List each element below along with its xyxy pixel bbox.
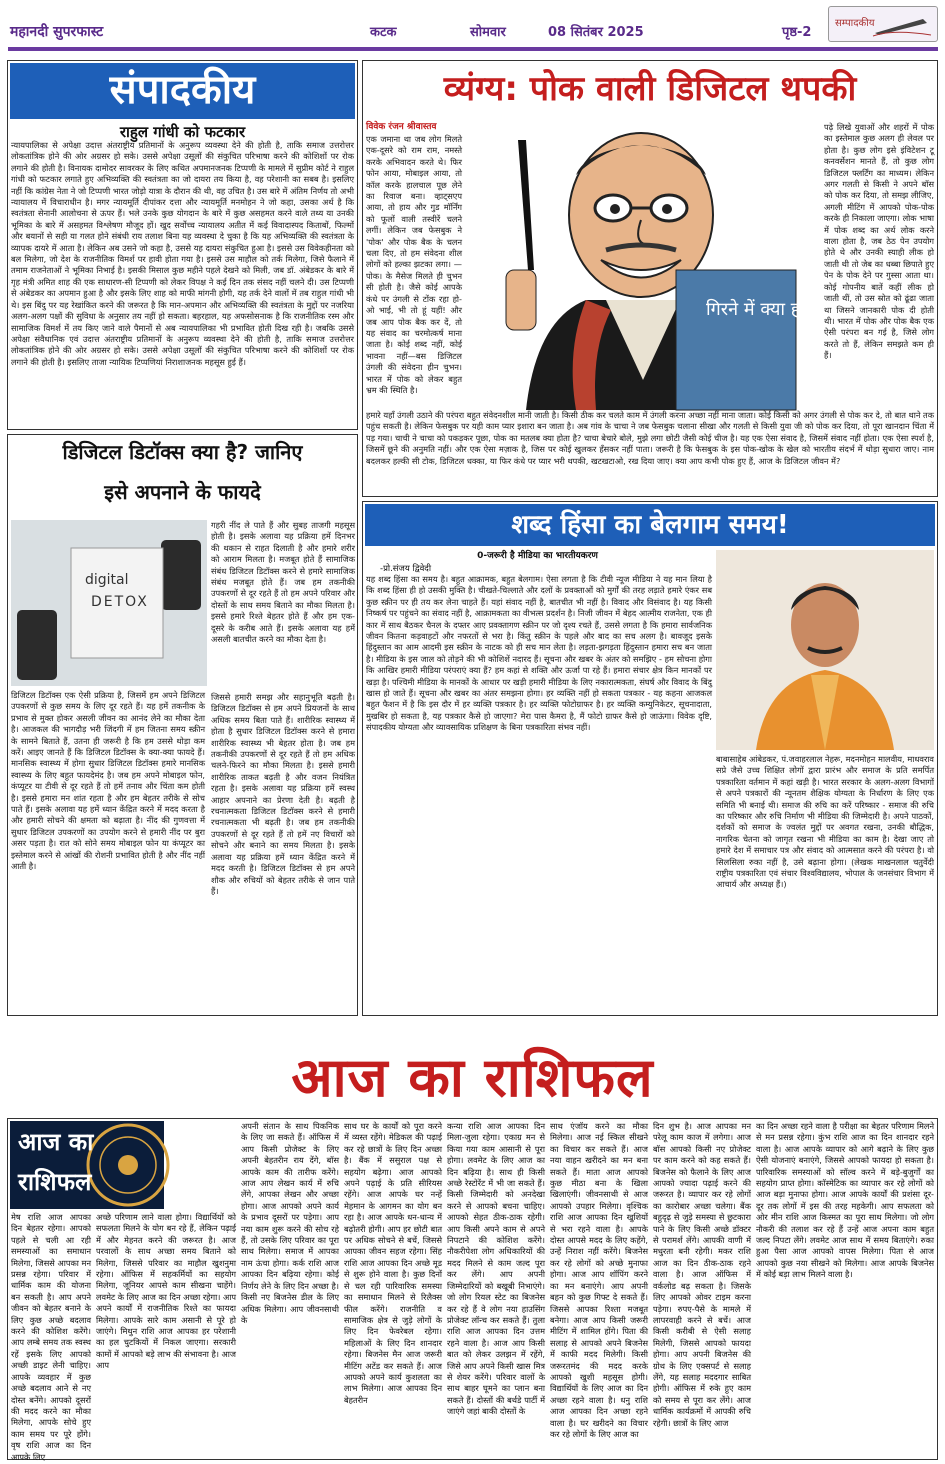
rashifal-col3: अपनी संतान के साथ पिकनिक के लिए जा सकते हैं। ऑफिस में आप किसी प्रोजेक्ट के लिए अपनी बेहतरीन राय देंगे, बॉस आपके काम की तारीफ करेंगे। आज आप लेखन कार्य में रुचि लेंगे, आपका लेखन और अच्छा होगा। आज आपको अपने कार्य के प्रभाव दूसरों पर पड़ेगा। आप नया काम शुरू करने की सोच रहे हैं, तो उसके लिए परिवार का पूरा साथ मिलेगा। समाज में आपका नाम ऊंचा होगा। कर्क राशि आज आपका दिन बढ़िया रहेगा। कोई निर्णय लेने के लिए दिन अच्छा है। किसी नए बिजनेस डील के लिए अधिक मिलेगा। आप जीवनसाथी के — [241, 1121, 339, 1325]
masthead-rule — [8, 47, 938, 51]
author-photo — [716, 550, 934, 750]
editorial-headline: राहुल गांधी को फटकार — [119, 123, 246, 141]
detox-photo-label-1: digital — [85, 572, 129, 588]
satire-headline: व्यंग्य: पोक वाली डिजिटल थपकी — [365, 63, 935, 115]
media-headline: शब्द हिंसा का बेलगाम समय! — [365, 504, 935, 546]
rashifal-image-text-2: राशिफल — [18, 1168, 92, 1196]
detox-photo-label-2: DETOX — [91, 594, 149, 610]
satire-tail: हमारे यहाँ उंगली उठाने की परंपरा बहुत संवेदनशील मानी जाती है। किसी ठीक कर चलते काम में उंगली करना अच्छा नहीं माना जाता। कोई किसी को अगर उंगली से पोक कर दे, तो बात थाने तक पहुंच सकती है। लेकिन फेसबुक पर यही काम प्यार इशारा बन जाता है। अब गांव के चाचा ने जब फेसबुक चलाना सीखा और गलती से किसी युवा जी को पोक कर दिया, तो पूरा खानदान चिंता में पड़ गया। चाची ने चाचा को पकड़कर पूछा, पोक का मतलब क्या होता है? चाचा बेचारे बोले, मुझे लगा छोटी जैसी कोई चीज है। यह एक ऐसा संवाद है, जिसमें संवाद नहीं होता। एक ऐसा स्पर्श है, जिसमें छूने की अनुमति नहीं। और एक ऐसा मज़ाक है, जिस पर कोई खुलकर हँसकर नहीं पाता। जरूरी है कि फेसबुक के इस पोक-खोक के खेल को भारतीय संदर्भ में थोड़ा सुधारा जाए। नाम बदलकर हल्की सी टोक, डिजिटल धक्का, या फिर कंधे पर प्यार भरी थपकी, खटखटाओ, रख दिया जाए। क्या आप कभी पोक हुए हैं, आज के डिजिटल जीवन में? — [366, 410, 934, 466]
rashifal-col5: कन्या राशि आज आपका दिन मिला-जुला रहेगा। एकाग्र मन से किया गया काम आसानी से पूरा होगा। लवमेट के लिए आज का दिन बढ़िया है। साथ ही किसी अच्छे रेस्टोरेंट में भी जा सकते हैं। किसी जिम्मेदारी को अनदेखा करने से आपको बचना चाहिए। आपको सेहत ठीक-ठाक रहेगी। आप किसी अपने काम से अपने निपटाने की कोशिश करेंगे। नौकरीपेशा लोग अधिकारियों की मदद मिलने से काम जल्द पूरा कर लेंगे। आप अपनी जिम्मेदारियों को बखूबी निभाएंगे। जो लोग रियल स्टेट का बिजनेस कर रहे हैं वे लोग नया हाउसिंग प्रोजेक्ट लॉन्च कर सकते हैं। तुला राशि आज आपका दिन उत्तम रहने वाला है। आज आप किसी बात को लेकर उलझन में रहेंगे, जिसे आप अपने किसी खास मित्र से शेयर करेंगे। परिवार वालों के साथ बाहर घूमने का प्लान बना सकते हैं। दोस्तों की बर्थडे पार्टी में जाएंगे जहां बाकी दोस्तों के — [447, 1121, 545, 1417]
detox-headline-line2: इसे अपनाने के फायदे — [104, 480, 261, 504]
media-col-right: बाबासाहेब आंबेडकर, पं.जवाहरलाल नेहरू, मदनमोहन मालवीय, माधवराव सप्रे जैसे उच्च शिक्षित लोगों द्वारा प्रारंभ और समाज के प्रति समर्पित पत्रकारिता वर्तमान में कहां खड़ी है। भारत सरकार के अलग-अलग विभागों से अपने पत्रकारों की न्यूनतम शैक्षिक योग्यता के निर्धारण के लिए एक समिति भी बनाई थी। समाज की रुचि का करें परिष्कार - समाज की रुचि का परिष्कार और रुचि निर्माण भी मीडिया की जिम्मेदारी है। अपने पाठकों, दर्शकों को समाज के ज्वलंत मुद्दों पर अवगत रखना, उनकी बौद्धिक, नागरिक चेतना को जागृत रखना भी मीडिया का काम है। देखा जाए तो हमारे देश में समाचार पत्र और संवाद को आत्मसात करने की परंपरा है। वो सिलसिला रुका नहीं है, उसे बढ़ाना होगा। (लेखक माखनलाल चतुर्वेदी राष्ट्रीय पत्रकारिता एवं संचार विश्वविद्यालय, भोपाल के जनसंचार विभाग में आचार्य और अध्यक्ष हैं।) — [716, 754, 934, 890]
media-subtitle: 0-जरूरी है मीडिया का भारतीयकरण — [477, 551, 598, 561]
page-number: पृष्ठ-2 — [782, 25, 812, 40]
rashifal-col1: मेष राशि आज आपका दिन बेहतर रहेगा। आपको पहले से चली आ रही समस्याओं का समाधान मिलेगा, जिससे आपका मन प्रसन्न रहेगा। परिवार में धार्मिक काम की योजना बन सकती है। आप अपने जीवन को बेहतर बनाने के लिए कुछ अच्छे बदलाव करने की कोशिश करेंगे। आप लम्बे समय तक स्वस्थ रहें इसके लिए आपको अच्छी डाइट लेनी चाहिए। आपके व्यवहार में कुछ अच्छे बदलाव आने से नए दोस्त बनेंगे। आपको दूसरों की मदद करने का मौका मिलेगा, आपके सोचे हुए काम समय पर पूरे होंगे। वृष राशि आज का दिन आपके लिए — [11, 1212, 91, 1462]
caricature-illustration — [466, 120, 830, 410]
date: 08 सितंबर 2025 — [548, 25, 644, 40]
brand-label: सम्पादकीय — [835, 18, 875, 29]
editorial-section-title: संपादकीय — [10, 63, 355, 119]
rashifal-col8: का दिन अच्छा रहने वाला है परीक्षा का बेहतर परिणाम मिलने से मन प्रसन्न रहेगा। कुंभ राशि आज का दिन शानदार रहने वाला है। आज आपके व्यापार को आगे बढ़ाने के लिए कुछ ऐसी योजनाएं बनाएंगे, जिससे आपको फायदा हो सकता है। पारिवारिक समस्याओं को सॉल्व करने में बड़े-बुजुर्गों का सहयोग प्राप्त होगा। कॉस्मेटिक का व्यापार कर रहे लोगों को आज बड़ा मुनाफा होगा। आज आपके कार्यों की प्रशंसा दूर-दूर तक लोगों में इस की तरह महकेगी। आप सफलता को ओर मीन राशि आज किस्मत का पूरा साथ मिलेगा। जो लोग नौकरी की तलाश कर रहे हैं उन्हें आज अपना काम बहुत जल्द निपटा लेंगे। लवमेट आज साथ में समय बिताएंगे। रुका हुआ पैसा आज आपको वापस मिलेगा। पिता से आज आपको कुछ नया सीखने को मिलेगा। आज आपके बिजनेस में कोई बड़ा लाभ मिलने वाला है। — [756, 1121, 934, 1280]
detox-col-left: डिजिटल डिटॉक्स एक ऐसी प्रक्रिया है, जिसमें हम अपने डिजिटल उपकरणों से कुछ समय के लिए दूर रहते हैं। यह हमें तकनीक के प्रभाव से मुक्त होकर असली जीवन का आनंद लेने का मौका देता है। आजकल की भागदौड़ भरी जिंदगी में हम जितना समय स्क्रीन के सामने बिताते हैं, उतना ही जरूरी है कि हम उससे थोड़ा कम करें। आइए जानते हैं कि डिजिटल डिटॉक्स के क्या-क्या फायदे हैं। मानसिक स्वास्थ्य में होगा सुधार डिजिटल डिटॉक्स हमारे मानसिक स्वास्थ्य के लिए बहुत फायदेमंद है। जब हम अपने मोबाइल फोन, कंप्यूटर या टीवी से दूर रहते हैं तो हमें तनाव और चिंता कम होती है। इससे हमारा मन शांत रहता है और हम बेहतर तरीके से सोच पाते हैं। इसके अलावा यह हमें ध्यान केंद्रित करने में मदद करता है और हमारी सोचने की क्षमता को बढ़ाता है। नींद की गुणवत्ता में सुधार डिजिटल उपकरणों का उपयोग करने से हमारी नींद पर बुरा असर पड़ता है। रात को सोने समय मोबाइल फोन या कंप्यूटर का इस्तेमाल करने से आंखों की रोशनी प्रभावित होती है और नींद नहीं आती है। — [11, 690, 205, 872]
media-author: -प्रो.संजय द्विवेदी — [380, 564, 432, 574]
detox-headline-line1: डिजिटल डिटॉक्स क्या है? जानिए — [62, 440, 303, 464]
satire-col1: एक जमाना था जब लोग मिलते एक-दूसरे को राम राम, नमस्ते करके अभिवादन करते थे। फिर फोन आया, मोबाइल आया, तो कॉल करके हालचाल पूछ लेने का रिवाज बना। व्हाट्सएप आया, तो हाय और गुड मॉर्निंग को फूलों वाली तस्वीरें चलने लगीं। लेकिन जब फेसबुक ने 'पोक' और पोक बैक के चलन चला दिए, तो हम संवेदना शील लोगों को हल्का झटका लगा। —पोक। के मैसेज मिलते ही चुभन सी होती है। जैसे कोई आपके कंधे पर उंगली से टोंक रहा हो- ओ भाई, भी तो हूं यहीं! और जब आप पोक बैक कर दें, तो यह संवाद का चरमोत्कर्ष माना जाता है। कोई शब्द नहीं, कोई भावना नहीं—बस डिजिटल उंगली की संवेदना हीन चुभन। भारत में पोक को लेकर बहुत भ्रम की स्थिति है। — [366, 134, 462, 395]
book-cover-text: गिरने में क्या हर्ज़ है — [706, 299, 830, 320]
rashifal-image — [10, 1121, 164, 1209]
rashifal-col4: साथ घर के कार्यों को पूरा करने में व्यस्त रहेंगे। मेडिकल की पढ़ाई कर रहे छात्रों के लिए दिन अच्छा है। बैंक में ससुराल पक्ष से सहयोग बढ़ेगा। आज आपको अपने पढ़ाई के प्रति सीरियस रहेंगे। आज आपके घर नन्हें मेहमान के आगमन का योग बन रहा है। आज आपके धन-धान्य में बढ़ोतरी होगी। आप हर छोटी बात पर अधिक सोचने से बचें, जिससे आपका जीवन सहज रहेगा। सिंह राशि आज आपका दिन अच्छे मूड से शुरू होने वाला है। कुछ दिनों से चल रही पारिवारिक समस्या का समाधान मिलने से रिलैक्स फील करेंगे। राजनीति व सामाजिक क्षेत्र से जुड़े लोगों के लिए दिन फेवरेबल रहेगा। महिलाओं के लिए दिन शानदार रहेगा। बिजनेस मैन आज जरूरी मीटिंग अटेंड कर सकते हैं। आज आपको अपने कार्य कुशलता का लाभ मिलेगा। आज आपका दिन बेहतरीन — [344, 1121, 442, 1405]
detox-col-right-top: गहरी नींद ले पाते हैं और सुबह ताजगी महसूस होती है। इसके अलावा यह प्रक्रिया हमें दिनभर की थकान से राहत दिलाती है और हमारे शरीर को आराम मिलता है। मजबूत होते हैं सामाजिक संबंध डिजिटल डिटॉक्स करने से हमारे सामाजिक संबंध मजबूत होते हैं। जब हम तकनीकी उपकरणों से दूर रहते हैं तो हम अपने परिवार और दोस्तों के साथ समय बिताने का मौका मिलता है। इससे हमारे रिश्ते बेहतर होते हैं और हम एक-दूसरे के करीब आते हैं। इसके अलावा यह हमें असली बातचीत करने का मौका देता है। — [211, 520, 355, 645]
masthead — [0, 0, 945, 58]
detox-col-right-bottom: जिससे हमारी समझ और सहानुभूति बढ़ती है। डिजिटल डिटॉक्स से हम अपने प्रियजनों के साथ अधिक समय बिता पाते हैं। शारीरिक स्वास्थ्य में होता है सुधार डिजिटल डिटॉक्स करने से हमारा शारीरिक स्वास्थ्य भी बेहतर होता है। जब हम तकनीकी उपकरणों से दूर रहते हैं तो हम अधिक चलने-फिरने का मौका मिलता है। इससे हमारी शारीरिक ताकत बढ़ती है और वजन नियंत्रित रहता है। इसके अलावा यह प्रक्रिया हमें स्वस्थ आहार अपनाने का प्रेरणा देती है। बढ़ती है रचनात्मकता डिजिटल डिटॉक्स करने से हमारी रचनात्मकता भी बढ़ती है। जब हम तकनीकी उपकरणों से दूर रहते हैं तो हमें नए विचारों को सोचने और बनाने का समय मिलता है। इसके अलावा यह प्रक्रिया हमें ध्यान केंद्रित करने में मदद करती है। डिजिटल डिटॉक्स से हम अपने शौक और रुचियों को बेहतर तरीके से जान पाते हैं। — [211, 692, 355, 896]
rashifal-title: आज का राशिफल — [291, 1046, 654, 1109]
editorial-body: न्यायपालिका से अपेक्षा उदात्त अंतराष्ट्रीय प्रतिमानों के अनुरूप व्यवस्था देने की होती है, ताकि समाज उत्तरोत्तर लोकतांत्रिक होने की ओर अग्रसर हो सके। उससे अपेक्षा उसूलों की संकुचित परिभाषा करने की कोशिशों पर रोक लगाने की होती है। विनायक दामोदर सावरकर के लिए कथित अपमानजनक टिप्पणी के मामले में सुप्रीम कोर्ट ने राहुल गांधी को फटकार लगाते हुए अभिव्यक्ति की स्वतंत्रता का जो दायरा तय किया है, वह परेशानी का सबब है। इसलिए नहीं कि कांग्रेस नेता ने जो टिप्पणी भारत जोड़ो यात्रा के दौरान की थी, वह उचित है। उस बारे में अंतिम निर्णय तो अभी न्यायालय में विचाराधीन है। मगर न्यायमूर्ति दीपांकर दत्ता और न्यायमूर्ति मनमोहन ने जो कहा, उसका अर्थ है कि स्वतंत्रता सेनानी आलोचना से ऊपर हैं। भले उनके कुछ योगदान के बारे में कुछ असहमत करने वाले तथ्य या उनकी भूमिका के बारे में असहमत विश्लेषण मौजूद हों। खुद सर्वोच्च न्यायालय अतीत में कई विवादास्पद किताबों, फिल्मों और बयानों से सही या गलत होने संबंधी राय तलाश बिना यह व्यवस्था दे चुका है कि यह अभिव्यक्ति की स्वतंत्रता के व्यापक दायरे में आता है। लेकिन अब उसने जो कहा है, उससे यह दायरा संकुचित हुआ है। इससे उस विवेकहीनता को बल मिलेगा, जो देश के राजनीतिक विमर्श पर हावी होता गया है। इससे उस माहौल को तर्क मिलेगा, जिसे फैलाने में तमाम राजनेताओं ने भूमिका निभाई है। इसकी मिसाल कुछ महीने पहले देखने को मिली, जब डॉ. अंबेडकर के बारे में गृह मंत्री अमित शाह की एक साधारण-सी टिप्पणी को लेकर विपक्ष ने कई दिन तक संसद नहीं चलने दी। उस टिप्पणी से अंबेडकर का अपमान हुआ है और इसके लिए शाह को माफी मांगनी होगी, यह तर्क देने वालों में तब राहुल गांधी भी थे। इस बिंदु पर यह रेखांकित करने की जरूरत है कि मान-अपमान और अभिव्यक्ति की स्वतंत्रता के मुद्दों पर नजरिया अलग-अलग पक्षों की सुविधा के अनुसार तय नहीं हो सकता। बहरहाल, यह अफसोसनाक है कि राजनीतिक रस्म और सामाजिक विमर्श में तय किए जाने वाले पैमानों से अब न्यायपालिका भी प्रभावित होती दिख रही है। जबकि उससे अपेक्षा संवैधानिक एवं उदात्त अंतराष्ट्रीय प्रतिमानों के अनुरूप व्यवस्था देने की होती है, ताकि समाज उत्तरोत्तर लोकतांत्रिक होने की ओर अग्रसर हो सके। उससे अपेक्षा उसूलों की संकुचित परिभाषा करने की कोशिशों पर रोक लगाने की होती है। इसलिए ताजा न्यायिक टिप्पणियां निराशाजनक महसूस हुई हैं। — [11, 140, 354, 367]
city: कटक — [370, 25, 397, 40]
rashifal-header — [7, 1030, 938, 1115]
satire-author: विवेक रंजन श्रीवास्तव — [366, 122, 437, 132]
satire-col2: पढ़े लिखे युवाओं और शहरों में पोक का इस्तेमाल कुछ अलग ही लेवल पर होता है। कुछ लोग इसे इंविटेशन टू कनवर्सेशन मानते हैं, तो कुछ लोग डिजिटल फ्लर्टिंग का माध्यम। लेकिन अगर गलती से किसी ने अपने बॉस को पोक कर दिया, तो समझ लीजिए, अगली मीटिंग में आपको पोक-पोक करके ही निकाला जाएगा। लोक भाषा में पोक शब्द का अर्थ लोक करने वाला होता है, जब ठेठ पेन उपयोग होते थे और उनकी स्याही लीक हो जाती थी तो जेब का धब्बा छिपाते हुए पेन के पोक देने पर गुस्सा आता था। कोई गोपनीय बातें कहीं लीक हो जाती थीं, तो उस स्रोत को ढूंढा जाता था जिसने जानकारी पोक दी होती थी। भारत में पोक और पोक बैक एक ऐसी परंपरा बन गई है, जिसे लोग करते तो हैं, लेकिन समझते कम ही हैं। — [824, 122, 934, 361]
paper-name: महानदी सुपरफास्ट — [10, 24, 104, 40]
rashifal-col7: दिन शुभ है। आज आपका मन परेलू काम काज में लगेगा। आज बॉस आपको किसी नए प्रोजेक्ट पर काम करने को कह सकते हैं। बिजनेस को फैलाने के लिए आज आपको ज्यादा पढ़ाई करने की जरूरत है। व्यापार कर रहे लोगों का कारोबार अच्छा चलेगा। बैंक बहुदृढ़ से जुड़े समस्या से छुटकारा पाने के लिए किसी अच्छे डॉक्टर से परामर्श लेंगे। आपकी वाणी में मधुरता बनी रहेगी। मकर राशि आज का दिन ठीक-ठाक रहने वाला है। आज ऑफिस में वर्कलोड बढ़ सकता है। जिसके लिए आपको ओवर टाइम करना पड़ेगा। रुपए-पैसे के मामले में लापरवाही करने से बचें। आज किसी करीबी से ऐसी सलाह मिलेगी, जिससे आपको फायदा होगा। आप अपनी बिजनेस की ग्रोथ के लिए एक्सपर्ट से सलाह लेंगे, यह सलाह मददगार साबित होगी। ऑफिस में रुके हुए काम को समय से पूरा कर लेंगे। आज धार्मिक कार्यक्रमों में आपकी रुचि रहेगी। छात्रों के लिए आज — [653, 1121, 751, 1428]
pen-icon — [873, 15, 933, 37]
day: सोमवार — [470, 25, 506, 40]
rashifal-col2: अच्छे परिणाम लाने वाला होगा। विद्यार्थियों को सफलता मिलने के योग बन रहे हैं, लेकिन पढ़ाई में और मेहनत करने की जरूरत है। आज परवालों के साथ अच्छा समय बिताने को मिलेगा, जिससे परिवार का माहौल खुशनुमा रहेगा। ऑफिस में सहकर्मियों का सहयोग मिलेगा, जूनियर आपसे काम सीखना चाहेंगे। लवमेट के लिए आज का दिन अच्छा रहेगा। आप अपने कार्यों में राजनीतिक रिश्ते का फायदा मिलेगा। आपके सारे काम असानी से पूरे हो जाएंगे। मिथुन राशि आज आपका हर परेशानी का हल चुटकियों में निकल जाएगा। सरकारी कामों में आपको बड़े लाभ की संभावना है। आज आप — [96, 1212, 236, 1371]
rashifal-col6: साथ एंजॉय करने का मौका मिलेगा। आज नई स्किल सीखने का विचार कर सकते हैं। आज नया वाहन खरीदने का मन बना सकते हैं। माता आज आपको कुछ मीठा बना के खिला खिलाएंगी। जीवनसाथी से आज आपको उपहार मिलेगा। वृश्चिक राशि आज आपका दिन खुशियों से भरा रहने वाला है। आपके दोस्त आपसे मदद के लिए कहेंगे, उन्हें निराश नहीं करेंगे। बिजनेस कर रहे लोगों को अच्छे मुनाफा होगा। आज आप शॉपिंग करने का मन बनाएंगे। आप अपनी बहन को कुछ गिफ्ट दे सकते हैं। जिससे आपका रिश्ता मजबूत बनेगा। आज आप किसी जरूरी मीटिंग में शामिल होंगे। पिता की सलाह से आपको अपने बिजनेस में काफी मदद मिलेगी। किसी जरूरतमंद की मदद करके आपको खुशी महसूस होगी। विद्यार्थियों के लिए आज का दिन अच्छा रहने वाला है। धनु राशि आज आपका दिन अच्छा रहने वाला है। घर खरीदने का विचार कर रहे लोगों के लिए आज का — [550, 1121, 648, 1439]
brand-logo — [828, 6, 938, 42]
detox-photo — [11, 520, 207, 686]
rashifal-image-text-1: आज का — [18, 1128, 94, 1156]
media-body: यह शब्द हिंसा का समय है। बहुत आक्रामक, बहुत बेलगाम। ऐसा लगता है कि टीवी न्यूज मीडिया ने यह मान लिया है कि शब्द हिंसा ही हो उसकी मुक्ति है। चीखते-चिल्लाते और दलों के प्रवक्ताओं को मुर्गों की तरह लड़ाते हमारे एंकर सब कुछ स्क्रीन पर ही तय कर लेना चाहते हैं। यहां संवाद नहीं है, बातचीत भी नहीं है। विवाद और विसंवाद है। यह किसी निष्कर्ष पर पहुंचने का संवाद नहीं है, आक्रामकता का वीभत्स प्रदर्शन है। निजी जीवन में बेहद आत्मीय राजनेता, एक ही कार में साथ बैठकर चैनल के दफ्तर आए प्रवक्तागण स्क्रीन पर जो दृश्य रचते हैं, उससे लगता है कि हमारा सार्वजनिक जीवन कितना कड़वाहटों और नफरतों से भरा है। किंतु स्क्रीन के पहले और बाद का सच अलग है। बावजूद इसके हिंदुस्तान का आम आदमी इस स्क्रीन के नाटक को ही सच मान लेता है। लड़ता-झगड़ता हिंदुस्तान हमारा सच बन जाता है। मीडिया के इस जाल को तोड़ने की भी कोशिशें नदारद हैं। सूचना और खबर के अंतर को समझिए - हम सोचना होगा कि आखिर हमारी मीडिया परंपराएं क्या हैं? हम कहां से शक्ति और ऊर्जा पा रहे हैं। हमारा संचार क्षेत्र किन मानकों पर खड़ा है। पश्चिमी मीडिया के मानकों के आधार पर खड़ी हमारी मीडिया के लिए नकारात्मकता, संघर्ष और विवाद के बिंदु खास हो जाते हैं। सूचना और खबर का अंतर समझना होगा। हर व्यक्ति नहीं हो सकता पत्रकार - यह कहना आजकल बहुत फैशन में है कि इस दौर में हर व्यक्ति पत्रकार है। हर व्यक्ति फोटोग्राफर है। हर व्यक्ति कम्युनिकेटर, सूचनादाता, मुखबिर हो सकता है, यह पत्रकार कैसे हो जाएगा? मेरा पास कैमरा है, मैं फोटो ग्राफर कैसे हो जाऊंगा। विवेक दृष्टि, संपादकीय योग्यता और व्यावसायिक प्रशिक्षण के बिना पत्रकारिता संभव नहीं। — [366, 574, 712, 733]
